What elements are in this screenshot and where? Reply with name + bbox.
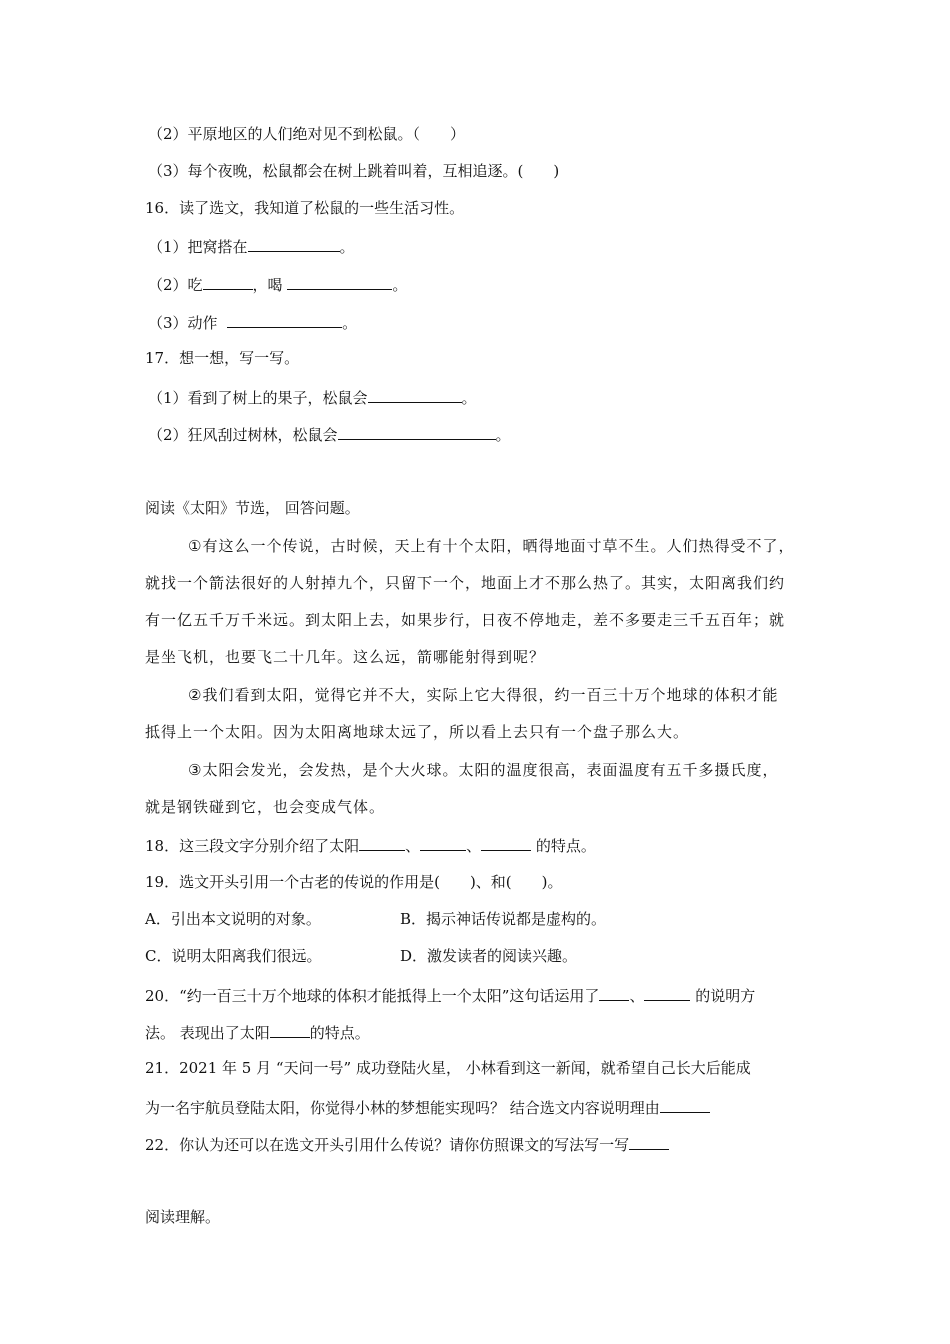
passage-p1-line4: 是坐飞机，也要飞二十几年。这么远，箭哪能射得到呢？ (145, 648, 546, 666)
q15-item-3: （3）每个夜晚，松鼠都会在树上跳着叫着，互相追逐。( ) (148, 162, 560, 180)
passage-p1-line1: ①有这么一个传说，古时候，天上有十个太阳，晒得地面寸草不生。人们热得受不了， (188, 537, 795, 555)
answer-blank[interactable] (270, 1021, 310, 1038)
q16-item-2-label-a: （2）吃 (148, 276, 203, 294)
period: 。 (392, 276, 408, 294)
q20-stem: 20．“约一百三十万个地球的体积才能抵得上一个太阳”这句话运用了 (145, 987, 600, 1005)
q17-stem: 17．想一想，写一写。 (145, 349, 300, 367)
period: 。 (495, 426, 511, 444)
passage-p3-line1: ③太阳会发光，会发热，是个大火球。太阳的温度很高，表面温度有五千多摄氏度， (188, 761, 779, 779)
passage-p2-line1: ②我们看到太阳，觉得它并不大，实际上它大得很，约一百三十万个地球的体积才能 (188, 686, 779, 704)
q18-stem: 18．这三段文字分别介绍了太阳 (145, 837, 360, 855)
q16-item-3-label: （3）动作 (148, 314, 218, 332)
answer-blank[interactable] (248, 235, 340, 252)
separator: 、 (629, 987, 645, 1005)
q19-option-a[interactable]: A．引出本文说明的对象。 (145, 910, 321, 928)
answer-blank[interactable] (629, 1133, 669, 1150)
q18-end: 的特点。 (531, 837, 596, 855)
q21-line1: 21．2021 年 5 月 “天问一号” 成功登陆火星， 小林看到这一新闻，就希望自己长大后能成 (145, 1059, 751, 1077)
q16-item-3 (148, 311, 357, 333)
answer-blank[interactable] (368, 386, 462, 403)
separator: 、 (466, 837, 482, 855)
answer-blank[interactable] (227, 311, 342, 328)
passage-intro: 阅读《太阳》节选， 回答问题。 (145, 499, 360, 517)
q16-stem: 16．读了选文，我知道了松鼠的一些生活习性。 (145, 199, 465, 217)
q17-item-2-label: （2）狂风刮过树林，松鼠会 (148, 426, 338, 444)
q17-item-1-label: （1）看到了树上的果子，松鼠会 (148, 389, 368, 407)
q15-item-2: （2）平原地区的人们绝对见不到松鼠。（ ） (148, 125, 466, 143)
q20-line2-a: 法。 表现出了太阳 (145, 1024, 270, 1042)
q16-item-1 (148, 235, 355, 257)
q17-item-1 (148, 386, 477, 408)
q22-text: 22．你认为还可以在选文开头引用什么传说？请你仿照课文的写法写一写 (145, 1136, 630, 1154)
q16-item-2-label-b: ，喝 (252, 276, 283, 294)
period: 。 (342, 314, 358, 332)
period: 。 (339, 238, 355, 256)
q19-option-b[interactable]: B．揭示神话传说都是虚构的。 (400, 910, 607, 928)
passage-p1-line2: 就找一个箭法很好的人射掉九个，只留下一个，地面上才不那么热了。其实，太阳离我们约 (145, 574, 786, 592)
q19-option-d[interactable]: D．激发读者的阅读兴趣。 (400, 947, 578, 965)
period: 。 (461, 389, 477, 407)
answer-blank[interactable] (359, 834, 405, 851)
q16-item-1-label: （1）把窝搭在 (148, 238, 248, 256)
answer-blank[interactable] (660, 1096, 710, 1113)
answer-blank[interactable] (599, 984, 629, 1001)
q18 (145, 834, 596, 856)
q20-end1: 的说明方 (690, 987, 756, 1005)
q21-line2-text: 为一名宇航员登陆太阳，你觉得小林的梦想能实现吗？ 结合选文内容说明理由 (145, 1099, 660, 1117)
answer-blank[interactable] (287, 273, 392, 290)
q19-option-c[interactable]: C．说明太阳离我们很远。 (145, 947, 322, 965)
answer-blank[interactable] (644, 984, 690, 1001)
q19-stem: 19．选文开头引用一个古老的传说的作用是( )、和( )。 (145, 873, 563, 891)
q16-item-2 (148, 273, 407, 295)
q20-line2 (145, 1021, 370, 1043)
q20-line1 (145, 984, 755, 1006)
answer-blank[interactable] (203, 273, 253, 290)
answer-blank[interactable] (338, 423, 496, 440)
passage-p1-line3: 有一亿五千万千米远。到太阳上去，如果步行，日夜不停地走，差不多要走三千五百年；就 (145, 611, 786, 629)
next-section-title: 阅读理解。 (145, 1208, 221, 1226)
passage-p3-line2: 就是钢铁碰到它，也会变成气体。 (145, 798, 386, 816)
answer-blank[interactable] (420, 834, 466, 851)
passage-p2-line2: 抵得上一个太阳。因为太阳离地球太远了，所以看上去只有一个盘子那么大。 (145, 723, 690, 741)
q21-line2 (145, 1096, 710, 1118)
answer-blank[interactable] (481, 834, 531, 851)
q17-item-2 (148, 423, 511, 445)
q20-line2-b: 的特点。 (309, 1024, 370, 1042)
q22-line1 (145, 1133, 669, 1155)
separator: 、 (405, 837, 421, 855)
